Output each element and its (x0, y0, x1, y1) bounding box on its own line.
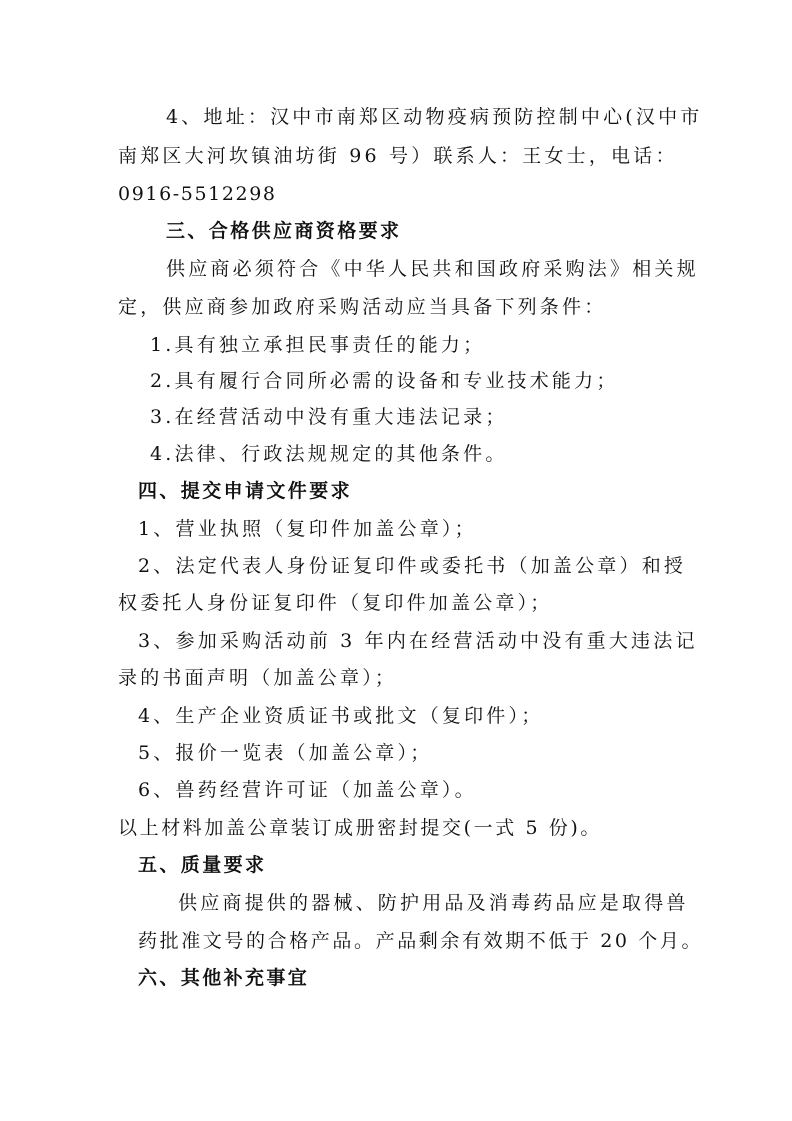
section4-item-4: 4、生产企业资质证书或批文（复印件）； (138, 705, 544, 727)
section4-closing: 以上材料加盖公章装订成册密封提交(一式 5 份)。 (118, 817, 602, 839)
section4-item-6: 6、兽药经营许可证（加盖公章）。 (138, 779, 477, 801)
section3-item-4: 4.法律、行政法规规定的其他条件。 (150, 443, 508, 465)
section3-heading: 三、合格供应商资格要求 (166, 220, 402, 242)
section6-heading: 六、其他补充事宜 (138, 967, 310, 989)
section3-item-3: 3.在经营活动中没有重大违法记录； (150, 406, 508, 428)
section3-intro-line-1: 供应商必须符合《中华人民共和国政府采购法》相关规 (166, 258, 699, 280)
section5-body-line-2: 药批准文号的合格产品。产品剩余有效期不低于 20 个月。 (138, 930, 704, 952)
address-line-2: 南郑区大河坎镇油坊街 96 号）联系人：王女士，电话： (118, 145, 678, 167)
section5-heading: 五、质量要求 (138, 854, 267, 876)
section4-heading: 四、提交申请文件要求 (138, 480, 353, 502)
section3-item-1: 1.具有独立承担民事责任的能力； (150, 334, 486, 356)
section4-item-1: 1、营业执照（复印件加盖公章）； (138, 518, 477, 540)
section3-item-2: 2.具有履行合同所必需的设备和专业技术能力； (150, 370, 619, 392)
section4-item-5: 5、报价一览表（加盖公章）； (138, 742, 433, 764)
section4-item-3-line-2: 录的书面声明（加盖公章）； (118, 667, 398, 689)
section4-item-3-line-1: 3、参加采购活动前 3 年内在经营活动中没有重大违法记 (138, 630, 698, 652)
section5-body-line-1: 供应商提供的器械、防护用品及消毒药品应是取得兽 (178, 892, 689, 914)
section4-item-2-line-2: 权委托人身份证复印件（复印件加盖公章）； (118, 592, 553, 614)
address-line-1: 4、地址：汉中市南郑区动物疫病预防控制中心(汉中市 (166, 106, 703, 128)
section4-item-2-line-1: 2、法定代表人身份证复印件或委托书（加盖公章）和授 (138, 555, 687, 577)
section3-intro-line-2: 定，供应商参加政府采购活动应当具备下列条件： (118, 296, 607, 318)
address-phone: 0916-5512298 (118, 183, 277, 205)
